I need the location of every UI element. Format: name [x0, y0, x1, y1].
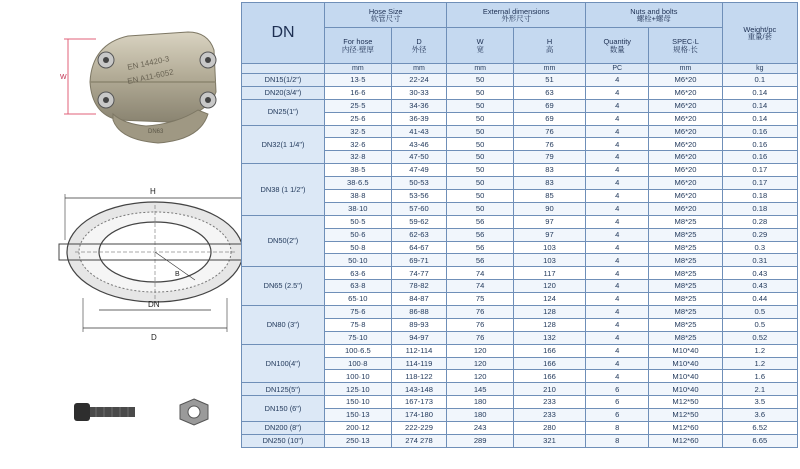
- table-row: [242, 344, 798, 357]
- table-cell: 32·5: [325, 125, 392, 138]
- table-cell: 79: [513, 151, 585, 164]
- table-cell: 4: [586, 254, 649, 267]
- table-cell: 6.65: [722, 434, 797, 447]
- table-cell: M8*25: [649, 293, 722, 306]
- dn-cell: DN100(4"): [242, 344, 325, 383]
- table-cell: 4: [586, 267, 649, 280]
- table-cell: 4: [586, 280, 649, 293]
- table-cell: 114-119: [391, 357, 447, 370]
- table-cell: 0.14: [722, 112, 797, 125]
- table-cell: 32·6: [325, 138, 392, 151]
- table-row: [242, 177, 798, 190]
- table-cell: M8*25: [649, 228, 722, 241]
- table-cell: 38·8: [325, 190, 392, 203]
- table-row: [242, 86, 798, 99]
- spec-table-body: [242, 74, 798, 448]
- table-cell: M6*20: [649, 125, 722, 138]
- table-cell: M8*25: [649, 306, 722, 319]
- table-cell: 118-122: [391, 370, 447, 383]
- table-row: [242, 151, 798, 164]
- table-cell: 222-229: [391, 422, 447, 435]
- table-cell: 280: [513, 422, 585, 435]
- table-row: [242, 293, 798, 306]
- table-cell: M8*25: [649, 267, 722, 280]
- table-cell: 125·10: [325, 383, 392, 396]
- clamp-text-3: DN63: [148, 129, 164, 135]
- table-cell: 321: [513, 434, 585, 447]
- table-cell: 50·8: [325, 241, 392, 254]
- dn-cell: DN125(5"): [242, 383, 325, 396]
- table-cell: 0.3: [722, 241, 797, 254]
- table-cell: 0.44: [722, 293, 797, 306]
- for-hose-header: For hose 内径·壁厚: [325, 28, 392, 64]
- w-header: W 宽: [447, 28, 514, 64]
- table-cell: 50: [447, 164, 514, 177]
- table-row: [242, 396, 798, 409]
- table-row: [242, 306, 798, 319]
- dn-cell: DN50(2"): [242, 215, 325, 267]
- table-cell: 53-56: [391, 190, 447, 203]
- table-cell: 200·12: [325, 422, 392, 435]
- table-cell: 180: [447, 396, 514, 409]
- table-row: [242, 370, 798, 383]
- table-cell: 120: [447, 357, 514, 370]
- table-cell: 56: [447, 254, 514, 267]
- table-cell: 84-87: [391, 293, 447, 306]
- table-cell: 50-53: [391, 177, 447, 190]
- table-cell: 143-148: [391, 383, 447, 396]
- table-cell: M8*25: [649, 331, 722, 344]
- table-cell: 145: [447, 383, 514, 396]
- table-cell: 100·6.5: [325, 344, 392, 357]
- table-cell: 132: [513, 331, 585, 344]
- table-cell: M6*20: [649, 138, 722, 151]
- table-cell: 167-173: [391, 396, 447, 409]
- table-cell: 32·8: [325, 151, 392, 164]
- d-header: D 外径: [391, 28, 447, 64]
- table-cell: 100·10: [325, 370, 392, 383]
- table-cell: 1.2: [722, 357, 797, 370]
- unit-cell: mm: [325, 64, 392, 74]
- table-row: [242, 254, 798, 267]
- table-row: [242, 112, 798, 125]
- table-row: [242, 215, 798, 228]
- table-cell: 289: [447, 434, 514, 447]
- table-cell: 76: [447, 306, 514, 319]
- table-cell: M6*20: [649, 177, 722, 190]
- table-cell: 128: [513, 318, 585, 331]
- table-cell: 4: [586, 344, 649, 357]
- table-cell: M6*20: [649, 112, 722, 125]
- dn-cell: DN20(3/4"): [242, 86, 325, 99]
- table-cell: 38·5: [325, 164, 392, 177]
- table-cell: 166: [513, 370, 585, 383]
- bolt-head-icon: [98, 92, 114, 108]
- table-cell: 59-62: [391, 215, 447, 228]
- table-row: [242, 138, 798, 151]
- table-cell: 0.52: [722, 331, 797, 344]
- table-cell: M6*20: [649, 151, 722, 164]
- bolt-icon: [74, 403, 135, 421]
- unit-cell: mm: [513, 64, 585, 74]
- table-cell: 4: [586, 99, 649, 112]
- dn-cell: DN15(1/2"): [242, 74, 325, 87]
- dimension-b-label: B: [175, 271, 180, 278]
- table-cell: 112-114: [391, 344, 447, 357]
- table-row: [242, 125, 798, 138]
- table-cell: M6*20: [649, 202, 722, 215]
- table-cell: 62-63: [391, 228, 447, 241]
- table-cell: 50: [447, 99, 514, 112]
- table-cell: 25·5: [325, 99, 392, 112]
- table-cell: 4: [586, 151, 649, 164]
- table-cell: 4: [586, 306, 649, 319]
- table-cell: 43-46: [391, 138, 447, 151]
- table-cell: 0.29: [722, 228, 797, 241]
- dimension-d-label: D: [151, 333, 157, 342]
- table-cell: 75·10: [325, 331, 392, 344]
- table-row: [242, 164, 798, 177]
- clamp-text-2: EN A11-6052: [126, 67, 175, 86]
- table-row: [242, 331, 798, 344]
- table-cell: 76: [513, 125, 585, 138]
- table-row: [242, 280, 798, 293]
- table-cell: 4: [586, 164, 649, 177]
- table-row: [242, 241, 798, 254]
- unit-cell: kg: [722, 64, 797, 74]
- table-cell: 4: [586, 177, 649, 190]
- table-cell: 76: [513, 138, 585, 151]
- table-cell: 36-39: [391, 112, 447, 125]
- table-row: [242, 422, 798, 435]
- table-cell: M10*40: [649, 383, 722, 396]
- bolt-head-icon: [200, 92, 216, 108]
- nut-icon: [180, 399, 208, 425]
- table-cell: 83: [513, 177, 585, 190]
- table-cell: M12*60: [649, 434, 722, 447]
- table-cell: 4: [586, 125, 649, 138]
- table-cell: 50: [447, 74, 514, 87]
- table-cell: 56: [447, 215, 514, 228]
- table-cell: 50: [447, 112, 514, 125]
- table-cell: 274 278: [391, 434, 447, 447]
- table-cell: 4: [586, 293, 649, 306]
- table-cell: 89-93: [391, 318, 447, 331]
- table-row: [242, 74, 798, 87]
- table-cell: 64-67: [391, 241, 447, 254]
- table-cell: 0.5: [722, 306, 797, 319]
- table-cell: M8*25: [649, 215, 722, 228]
- table-cell: 75·8: [325, 318, 392, 331]
- table-cell: 50: [447, 151, 514, 164]
- unit-cell: PC: [586, 64, 649, 74]
- table-row: [242, 190, 798, 203]
- table-cell: 0.16: [722, 151, 797, 164]
- table-cell: 63: [513, 86, 585, 99]
- table-cell: 4: [586, 74, 649, 87]
- bolt-and-nut-photo: [72, 395, 217, 430]
- table-cell: 0.18: [722, 202, 797, 215]
- table-cell: 0.1: [722, 74, 797, 87]
- table-cell: M8*25: [649, 254, 722, 267]
- table-cell: 0.14: [722, 99, 797, 112]
- table-cell: 0.28: [722, 215, 797, 228]
- table-cell: 0.43: [722, 267, 797, 280]
- dn-cell: DN32(1 1/4"): [242, 125, 325, 164]
- table-cell: 0.16: [722, 138, 797, 151]
- table-cell: 6: [586, 409, 649, 422]
- table-cell: M12*50: [649, 409, 722, 422]
- table-cell: 69: [513, 112, 585, 125]
- table-cell: 69-71: [391, 254, 447, 267]
- units-row: [242, 64, 798, 74]
- table-cell: 8: [586, 422, 649, 435]
- table-cell: 4: [586, 228, 649, 241]
- table-cell: 128: [513, 306, 585, 319]
- spec-table: [241, 2, 798, 448]
- table-cell: 8: [586, 434, 649, 447]
- table-cell: 38·10: [325, 202, 392, 215]
- dimension-dn-label: DN: [148, 300, 160, 309]
- table-cell: M12*50: [649, 396, 722, 409]
- table-cell: 83: [513, 164, 585, 177]
- table-cell: 47-49: [391, 164, 447, 177]
- table-cell: 0.18: [722, 190, 797, 203]
- dn-header: DN: [242, 3, 325, 64]
- table-cell: 90: [513, 202, 585, 215]
- table-cell: 97: [513, 215, 585, 228]
- table-cell: 0.5: [722, 318, 797, 331]
- table-cell: 4: [586, 202, 649, 215]
- table-cell: 38·6.5: [325, 177, 392, 190]
- table-cell: 6: [586, 383, 649, 396]
- table-cell: M6*20: [649, 99, 722, 112]
- table-cell: 4: [586, 215, 649, 228]
- table-cell: 120: [447, 344, 514, 357]
- table-cell: 86-88: [391, 306, 447, 319]
- table-cell: 0.31: [722, 254, 797, 267]
- table-cell: M8*25: [649, 318, 722, 331]
- table-cell: 4: [586, 318, 649, 331]
- table-cell: 4: [586, 370, 649, 383]
- table-cell: M6*20: [649, 74, 722, 87]
- table-cell: 50: [447, 177, 514, 190]
- table-cell: 1.6: [722, 370, 797, 383]
- table-row: [242, 267, 798, 280]
- table-cell: 4: [586, 241, 649, 254]
- table-cell: 22-24: [391, 74, 447, 87]
- table-cell: 75: [447, 293, 514, 306]
- hose-size-header: Hose Size 软管尺寸: [325, 3, 447, 28]
- table-row: [242, 383, 798, 396]
- table-cell: 56: [447, 241, 514, 254]
- table-cell: 103: [513, 254, 585, 267]
- dn-cell: DN150 (6"): [242, 396, 325, 422]
- table-cell: M6*20: [649, 86, 722, 99]
- table-cell: 47-50: [391, 151, 447, 164]
- dn-cell: DN80 (3"): [242, 306, 325, 345]
- table-cell: 120: [513, 280, 585, 293]
- table-cell: 150·13: [325, 409, 392, 422]
- table-row: [242, 409, 798, 422]
- table-cell: 75·6: [325, 306, 392, 319]
- table-cell: 210: [513, 383, 585, 396]
- table-cell: 50: [447, 125, 514, 138]
- table-cell: 57-60: [391, 202, 447, 215]
- table-cell: 50: [447, 86, 514, 99]
- table-cell: 51: [513, 74, 585, 87]
- table-cell: 13·5: [325, 74, 392, 87]
- table-cell: 0.17: [722, 164, 797, 177]
- table-cell: 4: [586, 331, 649, 344]
- table-cell: 97: [513, 228, 585, 241]
- table-cell: 50·5: [325, 215, 392, 228]
- table-cell: 50: [447, 138, 514, 151]
- table-cell: 0.14: [722, 86, 797, 99]
- unit-cell: mm: [649, 64, 722, 74]
- table-cell: 74: [447, 280, 514, 293]
- table-cell: 74: [447, 267, 514, 280]
- table-cell: 4: [586, 357, 649, 370]
- table-row: [242, 318, 798, 331]
- table-cell: 4: [586, 112, 649, 125]
- table-cell: 76: [447, 331, 514, 344]
- table-cell: 50: [447, 190, 514, 203]
- clamp-photo: [58, 22, 248, 147]
- table-row: [242, 99, 798, 112]
- table-row: [242, 202, 798, 215]
- figure-panel: [0, 0, 240, 469]
- quantity-header: Quantity 数量: [586, 28, 649, 64]
- table-cell: 2.1: [722, 383, 797, 396]
- table-cell: 166: [513, 357, 585, 370]
- dn-cell: DN38 (1 1/2"): [242, 164, 325, 216]
- table-cell: 50·10: [325, 254, 392, 267]
- unit-cell: mm: [447, 64, 514, 74]
- table-cell: M8*25: [649, 241, 722, 254]
- table-cell: 120: [447, 370, 514, 383]
- table-row: [242, 228, 798, 241]
- table-cell: 117: [513, 267, 585, 280]
- table-cell: 34-36: [391, 99, 447, 112]
- table-cell: M12*60: [649, 422, 722, 435]
- table-cell: M10*40: [649, 344, 722, 357]
- table-cell: 4: [586, 138, 649, 151]
- table-cell: 6.52: [722, 422, 797, 435]
- table-cell: 94-97: [391, 331, 447, 344]
- nuts-bolts-header: Nuts and bolts 螺栓+螺母: [586, 3, 723, 28]
- table-cell: 74-77: [391, 267, 447, 280]
- dimension-w-label: W: [60, 74, 67, 81]
- table-cell: 63·8: [325, 280, 392, 293]
- table-row: [242, 357, 798, 370]
- table-cell: 233: [513, 409, 585, 422]
- table-cell: M6*20: [649, 164, 722, 177]
- table-cell: 1.2: [722, 344, 797, 357]
- h-header: H 高: [513, 28, 585, 64]
- spec-header: SPEC·L 规格·长: [649, 28, 722, 64]
- table-cell: 0.16: [722, 125, 797, 138]
- unit-cell: mm: [391, 64, 447, 74]
- external-dimensions-header: External dimensions 外形尺寸: [447, 3, 586, 28]
- table-cell: 65·10: [325, 293, 392, 306]
- units-blank-cell: [242, 64, 325, 74]
- bolt-head-icon: [98, 52, 114, 68]
- table-cell: 41-43: [391, 125, 447, 138]
- table-cell: 56: [447, 228, 514, 241]
- table-cell: 100·8: [325, 357, 392, 370]
- weight-header: Weight/pc 重量/套: [722, 3, 797, 64]
- table-cell: 150·10: [325, 396, 392, 409]
- table-cell: 0.17: [722, 177, 797, 190]
- table-cell: 180: [447, 409, 514, 422]
- table-cell: 78-82: [391, 280, 447, 293]
- table-cell: 243: [447, 422, 514, 435]
- dn-cell: DN25(1"): [242, 99, 325, 125]
- table-cell: 166: [513, 344, 585, 357]
- bolt-head-icon: [200, 52, 216, 68]
- table-cell: 76: [447, 318, 514, 331]
- table-cell: 50: [447, 202, 514, 215]
- table-cell: 69: [513, 99, 585, 112]
- table-cell: 4: [586, 86, 649, 99]
- dn-cell: DN250 (10"): [242, 434, 325, 447]
- table-cell: 174-180: [391, 409, 447, 422]
- table-cell: M6*20: [649, 190, 722, 203]
- table-cell: M10*40: [649, 357, 722, 370]
- table-cell: M10*40: [649, 370, 722, 383]
- table-cell: 4: [586, 190, 649, 203]
- dn-cell: DN200 (8"): [242, 422, 325, 435]
- dn-cell: DN65 (2.5"): [242, 267, 325, 306]
- table-cell: 3.6: [722, 409, 797, 422]
- table-cell: 16·6: [325, 86, 392, 99]
- table-cell: 85: [513, 190, 585, 203]
- table-cell: 6: [586, 396, 649, 409]
- table-cell: 30-33: [391, 86, 447, 99]
- table-cell: 3.5: [722, 396, 797, 409]
- clamp-text-1: EN 14420-3: [126, 54, 171, 72]
- table-cell: 250·13: [325, 434, 392, 447]
- table-row: [242, 434, 798, 447]
- clamp-technical-drawing: [55, 180, 255, 345]
- table-cell: 233: [513, 396, 585, 409]
- table-cell: 50·6: [325, 228, 392, 241]
- table-cell: 0.43: [722, 280, 797, 293]
- table-cell: 63·6: [325, 267, 392, 280]
- table-cell: 103: [513, 241, 585, 254]
- table-cell: M8*25: [649, 280, 722, 293]
- table-cell: 124: [513, 293, 585, 306]
- table-cell: 25·6: [325, 112, 392, 125]
- dimension-h-label: H: [150, 187, 156, 196]
